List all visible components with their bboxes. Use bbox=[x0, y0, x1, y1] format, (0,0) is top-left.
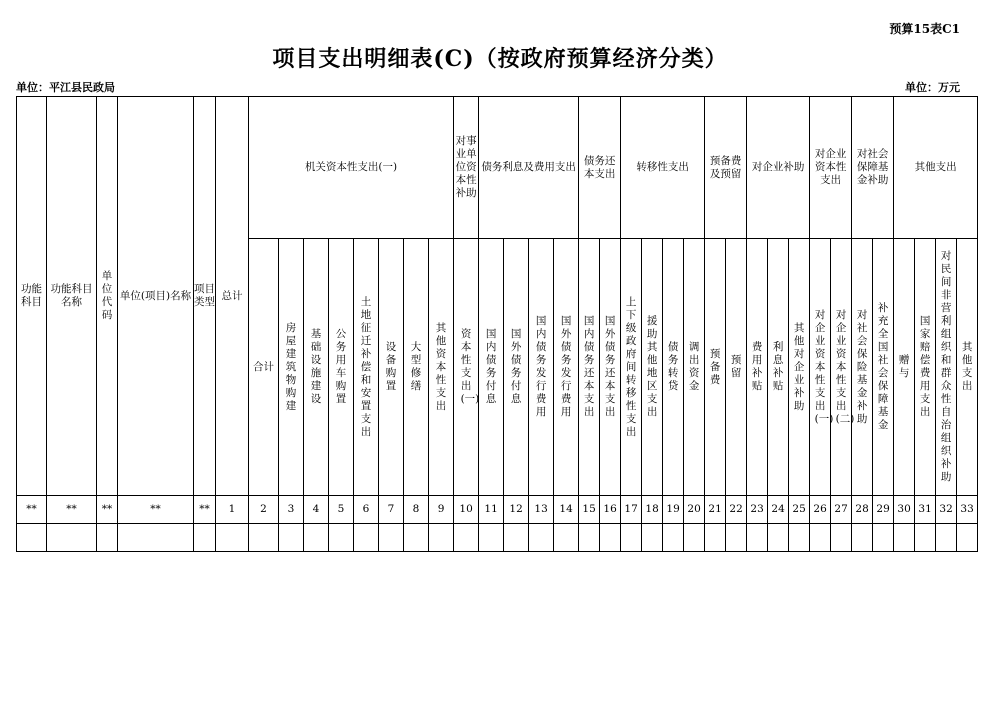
index-cell: 4 bbox=[304, 496, 329, 524]
index-cell: 13 bbox=[529, 496, 554, 524]
col-header: 国外债务还本支出 bbox=[600, 239, 621, 496]
col-header: 其他支出 bbox=[957, 239, 978, 496]
data-cell bbox=[454, 524, 479, 552]
group-enterprise: 对企业补助 bbox=[747, 97, 810, 239]
data-cell bbox=[354, 524, 379, 552]
data-cell bbox=[329, 524, 354, 552]
data-cell bbox=[936, 524, 957, 552]
col-header: 债务转贷 bbox=[663, 239, 684, 496]
data-cell bbox=[216, 524, 249, 552]
data-cell bbox=[894, 524, 915, 552]
data-cell bbox=[873, 524, 894, 552]
data-cell bbox=[97, 524, 118, 552]
unit-currency: 单位：万元 bbox=[905, 81, 960, 94]
col-header: 设备购置 bbox=[379, 239, 404, 496]
col-header: 对社会保险基金补助 bbox=[852, 239, 873, 496]
index-cell: 6 bbox=[354, 496, 379, 524]
index-cell: 17 bbox=[621, 496, 642, 524]
unit-organization: 单位：平江县民政局 bbox=[16, 81, 115, 94]
data-cell bbox=[957, 524, 978, 552]
index-cell: 19 bbox=[663, 496, 684, 524]
data-cell bbox=[118, 524, 194, 552]
col-header: 国内债务付息 bbox=[479, 239, 504, 496]
col-header: 国内债务还本支出 bbox=[579, 239, 600, 496]
col-header: 对企业资本性支出(二) bbox=[831, 239, 852, 496]
data-cell bbox=[554, 524, 579, 552]
index-cell: 5 bbox=[329, 496, 354, 524]
col-header: 赠与 bbox=[894, 239, 915, 496]
index-cell: 14 bbox=[554, 496, 579, 524]
header-func-subject-name: 功能科目名称 bbox=[47, 97, 97, 496]
col-header: 预留 bbox=[726, 239, 747, 496]
budget-detail-table bbox=[16, 96, 978, 552]
data-cell bbox=[479, 524, 504, 552]
group-debt-interest: 债务利息及费用支出 bbox=[479, 97, 579, 239]
group-debt-repay: 债务还本支出 bbox=[579, 97, 621, 239]
report-code: 预算15表C1 bbox=[889, 22, 960, 36]
index-cell: 30 bbox=[894, 496, 915, 524]
index-cell: 28 bbox=[852, 496, 873, 524]
index-cell: ** bbox=[194, 496, 216, 524]
data-cell bbox=[747, 524, 768, 552]
data-cell bbox=[379, 524, 404, 552]
index-cell: 15 bbox=[579, 496, 600, 524]
data-cell bbox=[663, 524, 684, 552]
header-total: 总计 bbox=[216, 97, 249, 496]
index-cell: ** bbox=[47, 496, 97, 524]
group-social-security: 对社会保障基金补助 bbox=[852, 97, 894, 239]
data-cell bbox=[768, 524, 789, 552]
col-header: 补充全国社会保障基金 bbox=[873, 239, 894, 496]
index-cell: 11 bbox=[479, 496, 504, 524]
group-other: 其他支出 bbox=[894, 97, 978, 239]
data-row bbox=[17, 524, 978, 552]
col-header: 国外债务付息 bbox=[504, 239, 529, 496]
group-subsidy-institution: 对事业单位资本性补助 bbox=[454, 97, 479, 239]
index-cell: ** bbox=[17, 496, 47, 524]
data-cell bbox=[304, 524, 329, 552]
group-capital-1: 机关资本性支出(一) bbox=[249, 97, 454, 239]
col-header: 预备费 bbox=[705, 239, 726, 496]
report-title: 项目支出明细表(C)（按政府预算经济分类） bbox=[272, 46, 728, 72]
col-header: 费用补贴 bbox=[747, 239, 768, 496]
group-transfer: 转移性支出 bbox=[621, 97, 705, 239]
index-cell: 24 bbox=[768, 496, 789, 524]
index-row bbox=[17, 496, 978, 524]
index-cell: 22 bbox=[726, 496, 747, 524]
index-cell: ** bbox=[97, 496, 118, 524]
col-header: 公务用车购置 bbox=[329, 239, 354, 496]
data-cell bbox=[529, 524, 554, 552]
col-header: 国外债务发行费用 bbox=[554, 239, 579, 496]
index-cell: 18 bbox=[642, 496, 663, 524]
group-reserve: 预备费及预留 bbox=[705, 97, 747, 239]
header-project-type: 项目类型 bbox=[194, 97, 216, 496]
col-header: 资本性支出(一) bbox=[454, 239, 479, 496]
header-unit-project-name: 单位(项目)名称 bbox=[118, 97, 194, 496]
col-header: 上下级政府间转移性支出 bbox=[621, 239, 642, 496]
header-func-subject: 功能科目 bbox=[17, 97, 47, 496]
index-cell: 2 bbox=[249, 496, 279, 524]
index-cell: 29 bbox=[873, 496, 894, 524]
index-cell: ** bbox=[118, 496, 194, 524]
col-header: 利息补贴 bbox=[768, 239, 789, 496]
data-cell bbox=[600, 524, 621, 552]
index-cell: 21 bbox=[705, 496, 726, 524]
index-cell: 26 bbox=[810, 496, 831, 524]
data-cell bbox=[705, 524, 726, 552]
col-header: 援助其他地区支出 bbox=[642, 239, 663, 496]
data-cell bbox=[621, 524, 642, 552]
index-cell: 16 bbox=[600, 496, 621, 524]
data-cell bbox=[789, 524, 810, 552]
col-header: 对民间非营利组织和群众性自治组织补助 bbox=[936, 239, 957, 496]
group-enterprise-capital: 对企业资本性支出 bbox=[810, 97, 852, 239]
index-cell: 32 bbox=[936, 496, 957, 524]
data-cell bbox=[726, 524, 747, 552]
index-cell: 25 bbox=[789, 496, 810, 524]
col-header: 土地征迁补偿和安置支出 bbox=[354, 239, 379, 496]
data-cell bbox=[249, 524, 279, 552]
data-cell bbox=[279, 524, 304, 552]
data-cell bbox=[915, 524, 936, 552]
header-unit-code: 单位代码 bbox=[97, 97, 118, 496]
col-header: 对企业资本性支出(一) bbox=[810, 239, 831, 496]
col-header: 基础设施建设 bbox=[304, 239, 329, 496]
data-cell bbox=[684, 524, 705, 552]
index-cell: 20 bbox=[684, 496, 705, 524]
data-cell bbox=[642, 524, 663, 552]
data-cell bbox=[852, 524, 873, 552]
col-header: 合计 bbox=[249, 239, 279, 496]
index-cell: 8 bbox=[404, 496, 429, 524]
data-cell bbox=[810, 524, 831, 552]
col-header: 调出资金 bbox=[684, 239, 705, 496]
index-cell: 23 bbox=[747, 496, 768, 524]
data-cell bbox=[429, 524, 454, 552]
data-cell bbox=[579, 524, 600, 552]
col-header: 国家赔偿费用支出 bbox=[915, 239, 936, 496]
index-cell: 12 bbox=[504, 496, 529, 524]
data-cell bbox=[194, 524, 216, 552]
data-cell bbox=[47, 524, 97, 552]
col-header: 大型修缮 bbox=[404, 239, 429, 496]
index-cell: 7 bbox=[379, 496, 404, 524]
index-cell: 33 bbox=[957, 496, 978, 524]
index-cell: 9 bbox=[429, 496, 454, 524]
col-header: 其他对企业补助 bbox=[789, 239, 810, 496]
data-cell bbox=[404, 524, 429, 552]
index-cell: 3 bbox=[279, 496, 304, 524]
data-cell bbox=[17, 524, 47, 552]
index-cell: 31 bbox=[915, 496, 936, 524]
data-cell bbox=[831, 524, 852, 552]
col-header: 国内债务发行费用 bbox=[529, 239, 554, 496]
index-cell: 27 bbox=[831, 496, 852, 524]
col-header: 房屋建筑物购建 bbox=[279, 239, 304, 496]
col-header: 其他资本性支出 bbox=[429, 239, 454, 496]
index-cell: 10 bbox=[454, 496, 479, 524]
index-cell: 1 bbox=[216, 496, 249, 524]
data-cell bbox=[504, 524, 529, 552]
